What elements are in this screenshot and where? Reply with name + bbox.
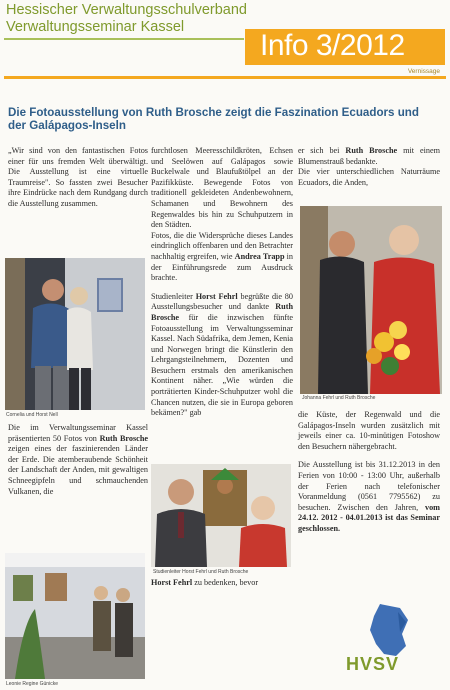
col1-paragraph-1: „Wir sind von den fantastischen Fotos einer für uns fremden Welt überwältigt. Die Ausstellung ist eine virtuelle Traumreise". So fassten zwei Besucher ihre Eindrücke nach dem Rundgang durch die Ausstellung zusammen. bbox=[8, 146, 148, 208]
seminar-name: Verwaltungsseminar Kassel bbox=[6, 19, 185, 35]
photo-fehrl-brosche-image bbox=[151, 464, 291, 567]
hvsv-logo bbox=[340, 600, 440, 680]
col2-paragraph-2: Fotos, die die Widersprüche dieses Landes eindringlich offenbaren und den Betrachter nachhaltig ergreifen, wie Andrea Trapp in der Einführungsrede zum Ausdruck brachte. bbox=[151, 230, 293, 283]
column-2-top bbox=[151, 146, 293, 419]
column-2-bottom bbox=[151, 578, 293, 589]
col2-paragraph-3: Studienleiter Horst Fehrl begrüßte die 80 Ausstellungsbesucher und dankte Ruth Brosche für die inzwischen fünfte Fotoausstellung im Verwaltungsseminar Kassel. Nach Südafrika, dem Jemen, Kenia und Norwegen bringt die Künstlerin den Lehrgangsteilnehmern, Dozenten und Besuchern erstmals den amerikanischen Kontinent näher. „Wie würden die porträtierten Kinder-Schuhputzer wohl die Chancen nutzen, die sie in Europa geboren bekämen?" gab bbox=[151, 291, 293, 418]
caption-photo-4: Leonie Regine Günicke bbox=[6, 681, 58, 687]
photo-exhibition-room-image bbox=[5, 553, 145, 679]
photo-visitors-couple bbox=[5, 258, 145, 410]
column-1-bottom bbox=[8, 423, 148, 497]
speaker-name: Andrea Trapp bbox=[234, 251, 285, 261]
logo-text: HVSV bbox=[346, 654, 400, 674]
column-3-top bbox=[298, 146, 440, 188]
issue-number: Info 3/2012 bbox=[260, 29, 405, 62]
article-headline: Die Fotoausstellung von Ruth Brosche zeigt die Faszination Ecuadors und der Galápagos-Inseln bbox=[8, 106, 419, 132]
caption-photo-3: Studienleiter Horst Fehrl und Ruth Brosche bbox=[153, 569, 249, 575]
header-divider bbox=[4, 38, 244, 40]
column-3-bottom bbox=[298, 410, 440, 535]
closure-notice: vom 24.12. 2012 - 04.01.2013 ist das Seminar geschlossen. bbox=[298, 502, 440, 533]
photo-flowers bbox=[300, 206, 442, 394]
section-label: Vernissage bbox=[407, 68, 440, 75]
col3-paragraph-2: Die vier unterschiedlichen Naturräume Ecuadors, die Anden, bbox=[298, 167, 440, 187]
col2-paragraph-3-cont: Horst Fehrl zu bedenken, bevor bbox=[151, 578, 259, 587]
org-name: Hessischer Verwaltungsschulverband bbox=[6, 2, 247, 18]
photo-exhibition-room bbox=[5, 553, 145, 679]
photo-visitors-couple-image bbox=[5, 258, 145, 410]
orange-rule bbox=[4, 76, 446, 79]
caption-photo-2: Johanna Fehrl und Ruth Brosche bbox=[302, 395, 376, 401]
col1-paragraph-2: Die im Verwaltungsseminar Kassel präsentierten 50 Fotos von Ruth Brosche zeigen eines der faszinierenden Länder der Erde. Die atemberaubende Schönheit der Landschaft der Anden, mit gewaltigen Schneegipfeln und schmauchenden Vulkanen, die bbox=[8, 423, 149, 496]
column-1-top bbox=[8, 146, 148, 210]
photo-flowers-image bbox=[300, 206, 442, 394]
col3-paragraph-1: er sich bei Ruth Brosche mit einem Blumenstrauß bedankte. bbox=[298, 146, 440, 166]
col3-paragraph-4: Die Ausstellung ist bis 31.12.2013 in den Ferien von 10:00 - 13:00 Uhr, außerhalb der Ferien nach telefonischer Voranmeldung (0561 7795562) zu besuchen. Zwischen den Jahren, vom 24.12. 2012 - 04.01.2013 ist das Seminar geschlossen. bbox=[298, 460, 440, 533]
artist-name: Ruth Brosche bbox=[99, 433, 149, 443]
caption-photo-1: Cornelia und Horst Nell bbox=[6, 412, 58, 418]
col3-paragraph-3: die Küste, der Regenwald und die Galápagos-Inseln wurden zusätzlich mit jeweils einer ca. 10-minütigen Fotoshow den Besuchern nähergebracht. bbox=[298, 410, 440, 451]
col2-paragraph-1: furchtlosen Meeresschildkröten, Echsen und Seelöwen auf Galápagos sowie Buckelwale und Blaufußtölpel an der Pazifikküste. Bewegende Fotos von traditionell gekleideten Andenbewohnern, Schamanen und Bewohnern des Regenwaldes bis hin zu Schuhputzern in den Städten. bbox=[151, 146, 293, 230]
photo-fehrl-brosche bbox=[151, 464, 291, 567]
